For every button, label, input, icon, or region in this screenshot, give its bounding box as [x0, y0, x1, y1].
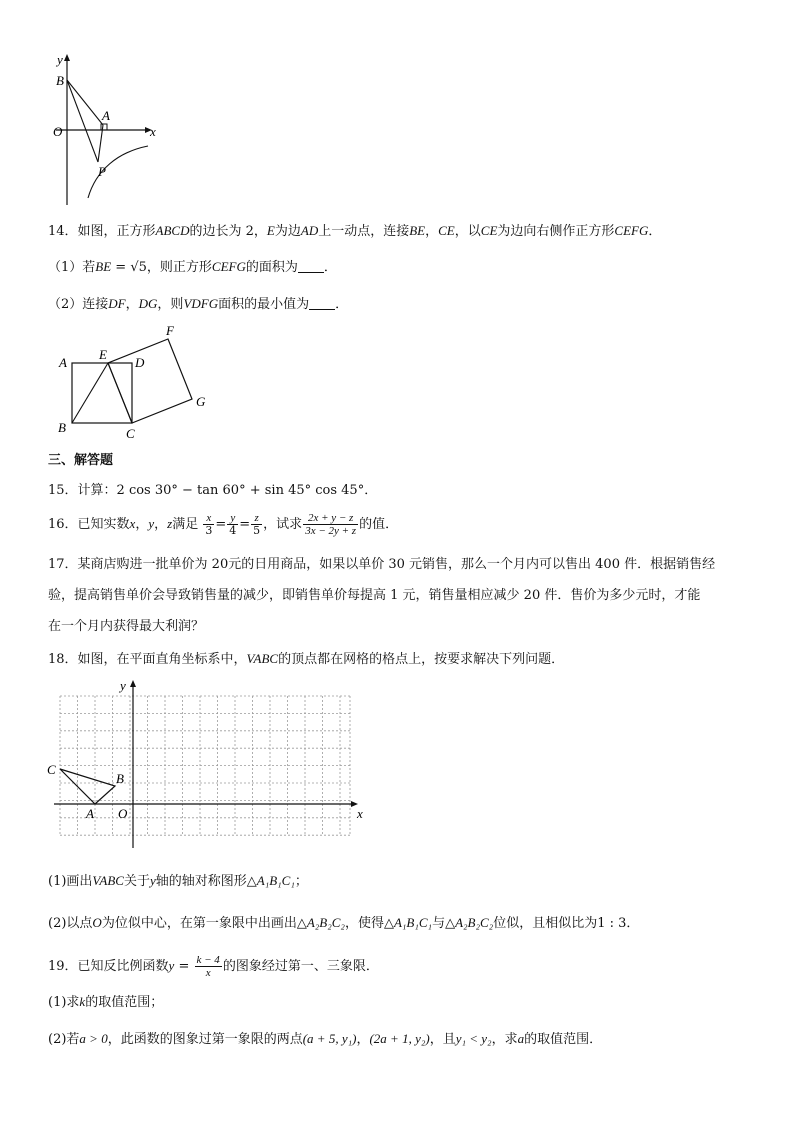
label-x: x — [150, 124, 156, 139]
label-y: y — [120, 678, 126, 693]
segment-BE — [72, 363, 108, 423]
q15: 15．计算：2 cos 30° − tan 60° + sin 45° cos 45°． — [48, 483, 378, 498]
label-A: A — [102, 108, 110, 123]
label-C: C — [47, 762, 56, 777]
y-axis-arrow — [130, 680, 136, 687]
q19-part1: (1)求k的取值范围； — [48, 994, 164, 1010]
q18-grid-figure — [40, 676, 380, 848]
q17-line3: 在一个月内获得最大利润？ — [48, 619, 205, 634]
label-C: C — [126, 426, 135, 441]
label-A: A — [59, 355, 67, 370]
fraction: $\frac{y}{4}$ — [229, 512, 237, 537]
q14-stem: 14．如图，正方形ABCD的边长为 2，E为边AD上一动点，连接BE，CE，以CE为边向右侧作正方形CEFG． — [48, 223, 662, 239]
q14-figure — [55, 322, 215, 444]
grid — [60, 696, 350, 835]
q17-line2: 验，提高销售单价会导致销售量的减少，即销售单价每提高 1 元，销售量相应减少 20 件．售价为多少元时，才能 — [48, 588, 701, 603]
q16: 16．已知实数x，y，z满足 $\frac{x}{3}$ = $\frac{y}{4}$ = $\frac{z}{5}$ ，试求 $\frac{2x + y - z}{3x - 2y + z}$ 的值． — [48, 512, 399, 537]
answer-blank[interactable] — [298, 260, 324, 273]
section-title: 三、解答题 — [48, 453, 114, 468]
label-D: D — [135, 355, 145, 370]
segment-BA — [67, 80, 103, 125]
label-G: G — [196, 394, 206, 409]
label-B: B — [58, 420, 66, 435]
q19-stem: 19．已知反比例函数y = $\frac{k - 4}{x}$ 的图象经过第一、三象限． — [48, 954, 379, 979]
q14-part1: （1）若BE = √5，则正方形CEFG的面积为 ． — [48, 259, 337, 275]
label-A: A — [86, 806, 94, 821]
y-axis-arrow — [64, 54, 70, 61]
label-F: F — [166, 323, 174, 338]
label-x: x — [357, 806, 363, 821]
label-O: O — [53, 124, 63, 139]
q14-part2: （2）连接DF，DG，则VDFG面积的最小值为 ． — [48, 296, 349, 312]
hyperbola-curve — [88, 146, 148, 198]
q18-part2: (2)以点O为位似中心，在第一象限中出画出△A₂B₂C₂，使得△A₁B₁C₁与△A₂B₂C₂位似，且相似比为1 : 3． — [48, 915, 640, 931]
label-O: O — [118, 806, 128, 821]
fraction: $\frac{z}{5}$ — [253, 512, 261, 537]
fraction: $\frac{x}{3}$ — [205, 512, 213, 537]
answer-blank[interactable] — [309, 297, 335, 310]
q19-part2: (2)若a > 0，此函数的图象过第一象限的两点(a + 5, y₁)，(2a + 1, y₂)，且y₁ < y₂，求a的取值范围． — [48, 1031, 603, 1047]
label-E: E — [99, 347, 107, 362]
q17-line1: 17．某商店购进一批单价为 20元的日用商品，如果以单价 30 元销售，那么一个月内可以售出 400 件．根据销售经 — [48, 557, 716, 572]
label-B: B — [116, 771, 124, 786]
label-P: P — [98, 164, 106, 179]
q13-figure — [48, 50, 178, 210]
fraction: $\frac{2x + y - z}{3x - 2y + z}$ — [305, 512, 357, 537]
fraction: $\frac{k - 4}{x}$ — [196, 954, 220, 979]
q18-part1: (1)画出VABC关于y轴的轴对称图形△A₁B₁C₁； — [48, 873, 308, 889]
triangle-ABC — [60, 769, 115, 804]
q18-stem: 18．如图，在平面直角坐标系中，VABC的顶点都在网格的格点上，按要求解决下列问题． — [48, 651, 565, 667]
label-y: y — [57, 52, 63, 67]
square-CEFG — [108, 339, 192, 423]
label-B: B — [56, 73, 64, 88]
segment-BP — [67, 80, 98, 162]
